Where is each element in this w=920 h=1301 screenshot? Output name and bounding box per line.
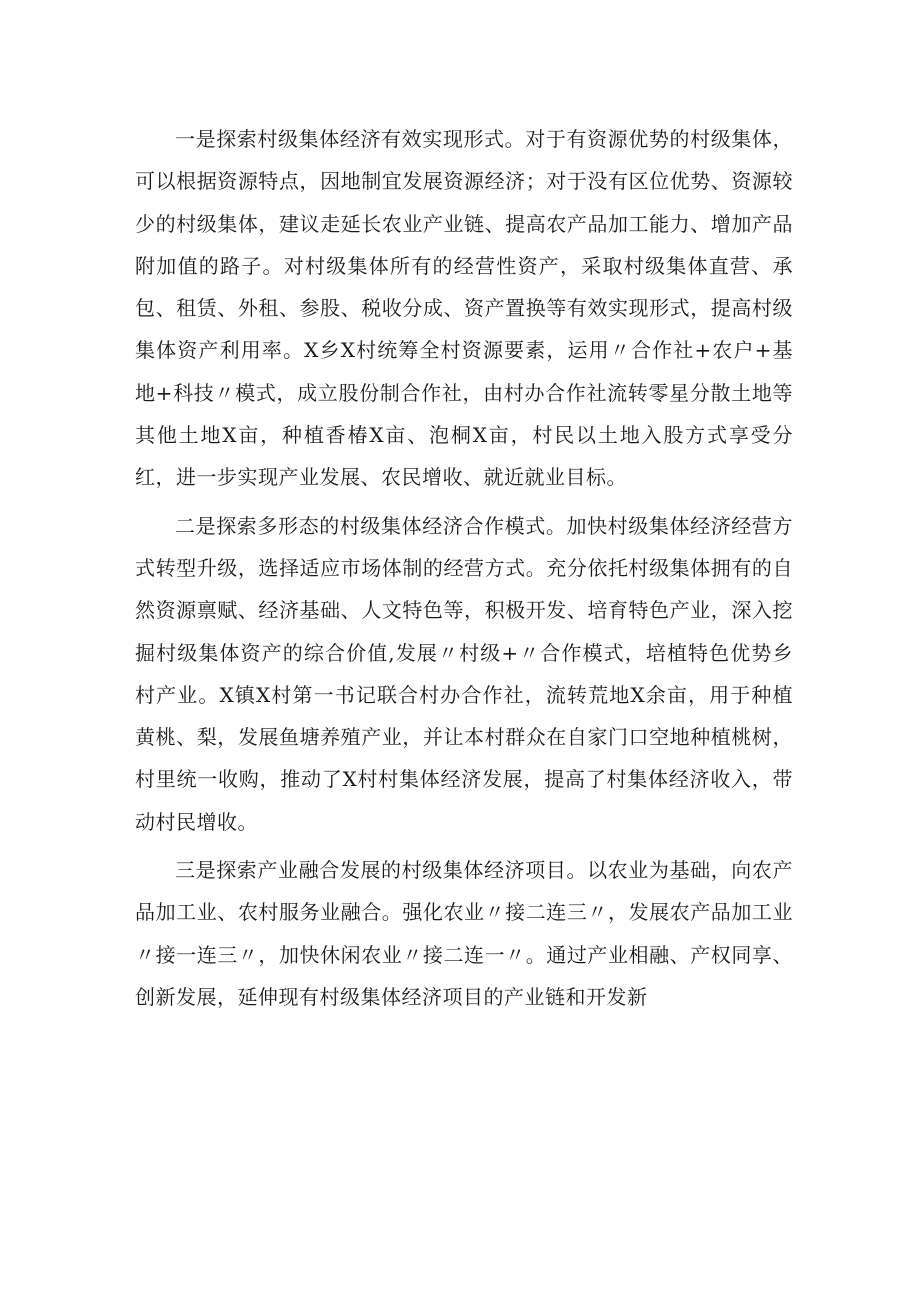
paragraph-1: 一是探索村级集体经济有效实现形式。对于有资源优势的村级集体，可以根据资源特点，因地制宜发展资源经济；对于没有区位优势、资源较少的村级集体，建议走延长农业产业链、提高农产品加工能力、增加产品附加值的路子。对村级集体所有的经营性资产，采取村级集体直营、承包、租赁、外租、参股、税收分成、资产置换等有效实现形式，提高村级集体资产利用率。X乡X村统筹全村资源要素，运用〃合作社+农户+基地+科技〃模式，成立股份制合作社，由村办合作社流转零星分散土地等其他土地X亩，种植香椿X亩、泡桐X亩，村民以土地入股方式享受分红，进一步实现产业发展、农民增收、就近就业目标。 [135,127,793,490]
paragraph-2: 二是探索多形态的村级集体经济合作模式。加快村级集体经济经营方式转型升级，选择适应市场体制的经营方式。充分依托村级集体拥有的自然资源禀赋、经济基础、人文特色等，积极开发、培育特色产业，深入挖掘村级集体资产的综合价值,发展〃村级+〃合作模式，培植特色优势乡村产业。X镇X村第一书记联合村办合作社，流转荒地X余亩，用于种植黄桃、梨，发展鱼塘养殖产业，并让本村群众在自家门口空地种植桃树，村里统一收购，推动了X村村集体经济发展，提高了村集体经济收入，带动村民增收。 [135,513,793,834]
paragraph-3: 三是探索产业融合发展的村级集体经济项目。以农业为基础，向农产品加工业、农村服务业融合。强化农业〃接二连三〃，发展农产品加工业〃接一连三〃，加快休闲农业〃接二连一〃。通过产业相融、产权同享、创新发展，延伸现有村级集体经济项目的产业链和开发新 [135,858,793,1009]
document-body [135,118,793,1024]
